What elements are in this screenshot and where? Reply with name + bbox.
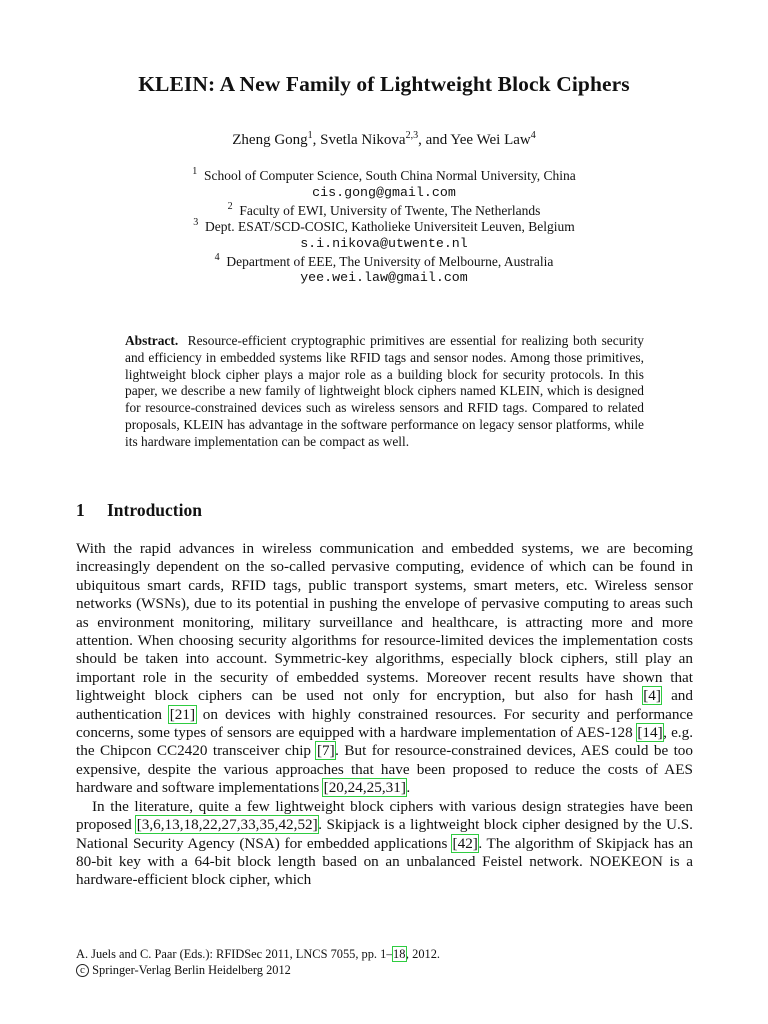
footer-copyright-line: [76, 962, 440, 978]
text-run: .: [406, 779, 411, 797]
copyright-text: Springer-Verlag Berlin Heidelberg 2012: [92, 963, 291, 977]
affiliation-4: [0, 254, 768, 270]
citation-link[interactable]: [4]: [643, 687, 661, 705]
affiliation-text: Department of EEE, The University of Melbourne, Australia: [226, 254, 554, 269]
abstract: [125, 333, 644, 451]
email-gong[interactable]: cis.gong@gmail.com: [312, 185, 456, 200]
text-run: , e.g. the Chipcon CC2420 transceiver chip: [76, 724, 693, 760]
affiliation-text: Dept. ESAT/SCD-COSIC, Katholieke Universiteit Leuven, Belgium: [205, 219, 575, 234]
footer-citation-line: [76, 946, 440, 962]
author-separator: ,: [312, 132, 321, 148]
affiliation-sup: 1: [192, 166, 198, 177]
affiliation-sup: 4: [214, 252, 220, 263]
author-sup: 4: [530, 130, 536, 141]
affiliation-2: [0, 203, 768, 219]
affiliation-sup: 3: [193, 217, 199, 228]
email-nikova[interactable]: s.i.nikova@utwente.nl: [300, 236, 468, 251]
citation-link[interactable]: [3,6,13,18,22,27,33,35,42,52]: [136, 816, 318, 834]
abstract-text: Resource-efficient cryptographic primitives are essential for realizing both security and efficiency in embedded systems like RFID tags and sensor nodes. Among those primitives, lightweight block cipher plays a major role as a building block for security protocols. In this paper, we describe a new family of lightweight block ciphers named KLEIN, which is designed for resource-constrained devices such as wireless sensors and RFID tags. Compared to related proposals, KLEIN has advantage in the software performance on legacy sensor platforms, while its hardware implementation can be compact as well.: [125, 333, 644, 449]
citation-link[interactable]: [7]: [316, 742, 335, 760]
affiliation-text: School of Computer Science, South China Normal University, China: [203, 168, 576, 183]
text-run: . The algorithm of Skipjack has an 80-bit key with a 64-bit block length based on an unbalanced Feistel network. NOEKEON is a hardware-efficient block cipher, which: [76, 834, 693, 889]
author-sup: 2,3: [405, 130, 419, 141]
citation-link[interactable]: [14]: [637, 724, 663, 742]
paragraph-1: [76, 540, 693, 798]
email-law[interactable]: yee.wei.law@gmail.com: [300, 270, 468, 285]
footer-text: A. Juels and C. Paar (Eds.): RFIDSec 2011, LNCS 7055, pp. 1–: [76, 947, 393, 961]
citation-link[interactable]: [42]: [452, 834, 478, 852]
author-line: [0, 132, 768, 149]
citation-link[interactable]: [21]: [169, 705, 196, 723]
abstract-label: Abstract.: [125, 333, 179, 348]
body-text: [76, 540, 693, 890]
text-run: In the literature, quite a few lightweight block ciphers with various design strategies have been proposed: [76, 797, 693, 834]
text-run: and authentication: [76, 687, 693, 723]
footer: [76, 946, 440, 978]
author-name: Zheng Gong: [232, 132, 308, 148]
affiliation-sup: 2: [227, 201, 233, 212]
text-run: . Skipjack is a lightweight block cipher designed by the U.S. National Security Agency (NSA) for embedded applications: [76, 816, 693, 852]
affiliation-3: [0, 219, 768, 235]
paragraph-2: [76, 798, 693, 890]
author-sup: 1: [307, 130, 313, 141]
author-name: Yee Wei Law: [450, 132, 531, 148]
author-separator: , and: [418, 132, 451, 148]
page-range-link[interactable]: 18: [393, 947, 406, 961]
paper-title: KLEIN: A New Family of Lightweight Block Ciphers: [138, 72, 630, 96]
citation-link[interactable]: [20,24,25,31]: [323, 779, 406, 797]
section-heading: [76, 500, 202, 521]
section-number: 1: [76, 500, 85, 520]
affiliation-1: [0, 168, 768, 184]
footer-text: , 2012.: [405, 947, 440, 961]
author-name: Svetla Nikova: [320, 132, 406, 148]
section-title: Introduction: [107, 500, 202, 520]
text-run: on devices with highly constrained resources. For security and performance concerns, some types of sensors are equipped with a hardware implementation of AES-128: [76, 705, 694, 742]
text-run: With the rapid advances in wireless communication and embedded systems, we are becoming increasingly dependent on the so-called pervasive computing, evidence of which can be found in ubiquitous smart cards, RFID tags, public transport systems, smart meters, etc. Wireless sensor networks (WSNs), due to its potential in pushing the envelope of pervasive computing to areas such as environment monitoring, military surveillance and healthcare, is attracting more and more attention. When choosing security algorithms for resource-limited devices the implementation costs should be taken into account. Symmetric-key algorithms, especially block ciphers, still play an important role in the security of embedded systems. Moreover recent results have shown that lightweight block ciphers can be used not only for encryption, but also for hash: [76, 540, 693, 705]
affiliation-text: Faculty of EWI, University of Twente, The Netherlands: [239, 203, 541, 218]
text-run: . But for resource-constrained devices, AES could be too expensive, despite the various approaches that have been proposed to reduce the costs of AES hardware and software implementations: [76, 742, 693, 797]
copyright-icon: c: [76, 964, 89, 977]
